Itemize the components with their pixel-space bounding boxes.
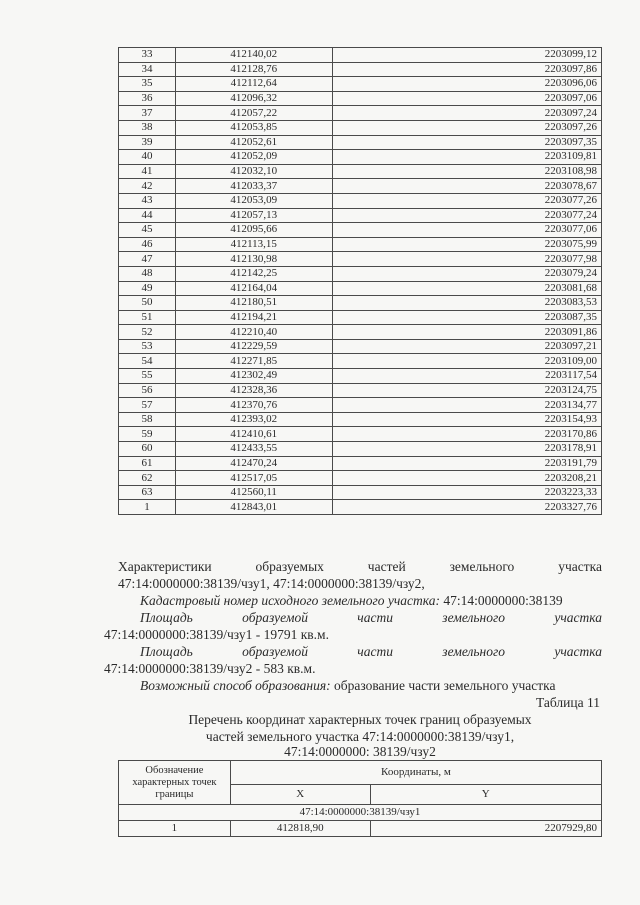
x-value: 412517,05: [175, 471, 332, 486]
x-value: 412057,13: [175, 208, 332, 223]
y-value: 2203081,68: [332, 281, 601, 296]
table-heading-line1: Перечень координат характерных точек границ образуемых: [188, 712, 532, 727]
table-row: [119, 471, 602, 486]
table-row: [119, 383, 602, 398]
point-number: 34: [119, 62, 176, 77]
y-value: 2203109,00: [332, 354, 601, 369]
x-value: 412271,85: [175, 354, 332, 369]
x-value: 412194,21: [175, 310, 332, 325]
x-value: 412210,40: [175, 325, 332, 340]
characteristics-word: земельного: [449, 559, 515, 574]
table-row: [119, 91, 602, 106]
point-number: 62: [119, 471, 176, 486]
y-value: 2203208,21: [332, 471, 601, 486]
x-value: 412052,61: [175, 135, 332, 150]
x-value: 412410,61: [175, 427, 332, 442]
y-value: 2203154,93: [332, 412, 601, 427]
table-row: [119, 412, 602, 427]
x-value: 412818,90: [230, 821, 370, 837]
point-number: 37: [119, 106, 176, 121]
table-row: [119, 106, 602, 121]
characteristics-line: [118, 558, 602, 575]
table-row: [119, 223, 602, 238]
table-row: [119, 48, 602, 63]
area2-word: земельного: [442, 644, 505, 659]
y-value: 2203077,98: [332, 252, 601, 267]
point-number: 1: [119, 500, 176, 515]
characteristics-word: частей: [367, 559, 406, 574]
table-row: [119, 354, 602, 369]
table-row: [119, 120, 602, 135]
characteristics-parcels: 47:14:0000000:38139/чзу1, 47:14:0000000:38139/чзу2,: [118, 576, 425, 591]
table-row: [119, 500, 602, 515]
point-number: 56: [119, 383, 176, 398]
area1-word: земельного: [442, 610, 505, 625]
cadastral-value: 47:14:0000000:38139: [440, 593, 563, 608]
table-row: [119, 325, 602, 340]
x-value: 412053,09: [175, 193, 332, 208]
table-row: [119, 281, 602, 296]
table-row: [119, 150, 602, 165]
x-value: 412113,15: [175, 237, 332, 252]
table-row: [119, 310, 602, 325]
y-value: 2203327,76: [332, 500, 601, 515]
y-value: 2203097,21: [332, 339, 601, 354]
x-value: 412843,01: [175, 500, 332, 515]
y-value: 2203134,77: [332, 398, 601, 413]
point-number: 57: [119, 398, 176, 413]
y-value: 2203124,75: [332, 383, 601, 398]
x-header: X: [230, 785, 370, 805]
point-number: 54: [119, 354, 176, 369]
area1-label-line: [140, 609, 602, 626]
x-value: 412302,49: [175, 369, 332, 384]
x-value: 412433,55: [175, 442, 332, 457]
x-value: 412370,76: [175, 398, 332, 413]
x-value: 412560,11: [175, 485, 332, 500]
area1-word: участка: [554, 610, 602, 625]
x-value: 412128,76: [175, 62, 332, 77]
area2-word: части: [357, 644, 393, 659]
area2-value: 47:14:0000000:38139/чзу2 - 583 кв.м.: [104, 661, 316, 676]
x-value: 412032,10: [175, 164, 332, 179]
point-number: 49: [119, 281, 176, 296]
y-value: 2203108,98: [332, 164, 601, 179]
point-number: 42: [119, 179, 176, 194]
y-value: 2203077,24: [332, 208, 601, 223]
x-value: 412140,02: [175, 48, 332, 63]
table-row: [119, 193, 602, 208]
table-row: [119, 369, 602, 384]
cadastral-number-line: [140, 592, 563, 609]
point-number: 60: [119, 442, 176, 457]
x-value: 412052,09: [175, 150, 332, 165]
y-value: 2203075,99: [332, 237, 601, 252]
characteristics-word: Характеристики: [118, 559, 212, 574]
x-value: 412393,02: [175, 412, 332, 427]
point-number: 40: [119, 150, 176, 165]
point-number: 63: [119, 485, 176, 500]
y-value: 2203083,53: [332, 296, 601, 311]
cadastral-label: Кадастровый номер исходного земельного участка:: [140, 593, 440, 608]
point-number: 35: [119, 77, 176, 92]
area1-value: 47:14:0000000:38139/чзу1 - 19791 кв.м.: [104, 627, 329, 642]
formation-method-line: [140, 677, 555, 694]
point-number: 41: [119, 164, 176, 179]
y-value: 2203087,35: [332, 310, 601, 325]
y-value: 2203117,54: [332, 369, 601, 384]
table-row: [119, 485, 602, 500]
y-value: 2203191,79: [332, 456, 601, 471]
y-value: 2203097,24: [332, 106, 601, 121]
y-value: 2203096,06: [332, 77, 601, 92]
y-value: 2203097,26: [332, 120, 601, 135]
point-number: 47: [119, 252, 176, 267]
y-value: 2203223,33: [332, 485, 601, 500]
boundary-points-table: [118, 760, 602, 837]
table-row: [119, 77, 602, 92]
table-row: [119, 296, 602, 311]
coordinates-header: Координаты, м: [230, 761, 601, 785]
point-number: 61: [119, 456, 176, 471]
y-header: Y: [370, 785, 601, 805]
table-number: Таблица 11: [536, 695, 600, 710]
area1-word: Площадь: [140, 610, 193, 625]
point-number: 33: [119, 48, 176, 63]
y-value: 2203109,81: [332, 150, 601, 165]
y-value: 2203078,67: [332, 179, 601, 194]
method-label: Возможный способ образования:: [140, 678, 331, 693]
x-value: 412180,51: [175, 296, 332, 311]
y-value: 2203097,35: [332, 135, 601, 150]
table-row: [119, 442, 602, 457]
table-row: [119, 427, 602, 442]
point-number: 59: [119, 427, 176, 442]
point-designation-header: Обозначение характерных точек границы: [119, 761, 231, 805]
point-number: 38: [119, 120, 176, 135]
area2-label-line: [140, 643, 602, 660]
table-row: [119, 456, 602, 471]
x-value: 412053,85: [175, 120, 332, 135]
point-number: 58: [119, 412, 176, 427]
table-row: [119, 135, 602, 150]
method-value: образование части земельного участка: [330, 678, 556, 693]
point-number: 46: [119, 237, 176, 252]
y-value: 2203077,26: [332, 193, 601, 208]
characteristics-word: образуемых: [255, 559, 324, 574]
x-value: 412142,25: [175, 266, 332, 281]
x-value: 412057,22: [175, 106, 332, 121]
point-number: 50: [119, 296, 176, 311]
point-number: 52: [119, 325, 176, 340]
area2-word: участка: [554, 644, 602, 659]
table-row: [119, 164, 602, 179]
x-value: 412328,36: [175, 383, 332, 398]
area1-word: образуемой: [242, 610, 308, 625]
area2-word: Площадь: [140, 644, 193, 659]
y-value: 2203097,86: [332, 62, 601, 77]
characteristics-word: участка: [558, 559, 602, 574]
area2-word: образуемой: [242, 644, 308, 659]
point-number: 53: [119, 339, 176, 354]
x-value: 412164,04: [175, 281, 332, 296]
x-value: 412033,37: [175, 179, 332, 194]
coordinate-table: [118, 47, 602, 515]
table-row: [119, 339, 602, 354]
x-value: 412095,66: [175, 223, 332, 238]
x-value: 412112,64: [175, 77, 332, 92]
y-value: 2207929,80: [370, 821, 601, 837]
x-value: 412470,24: [175, 456, 332, 471]
y-value: 2203079,24: [332, 266, 601, 281]
table-row: [119, 179, 602, 194]
y-value: 2203178,91: [332, 442, 601, 457]
point-number: 45: [119, 223, 176, 238]
table-heading-line2: частей земельного участка 47:14:0000000:38139/чзу1,: [205, 729, 515, 744]
x-value: 412130,98: [175, 252, 332, 267]
table-row: [119, 821, 602, 837]
y-value: 2203097,06: [332, 91, 601, 106]
table-row: [119, 62, 602, 77]
table-row: [119, 208, 602, 223]
point-number: 55: [119, 369, 176, 384]
table-row: [119, 266, 602, 281]
x-value: 412096,32: [175, 91, 332, 106]
point-number: 1: [119, 821, 231, 837]
point-number: 39: [119, 135, 176, 150]
y-value: 2203077,06: [332, 223, 601, 238]
table-row: [119, 252, 602, 267]
table-heading-line3: 47:14:0000000: 38139/чзу2: [284, 744, 436, 759]
point-number: 43: [119, 193, 176, 208]
y-value: 2203091,86: [332, 325, 601, 340]
point-number: 36: [119, 91, 176, 106]
x-value: 412229,59: [175, 339, 332, 354]
point-number: 48: [119, 266, 176, 281]
area1-word: части: [357, 610, 393, 625]
point-number: 44: [119, 208, 176, 223]
y-value: 2203170,86: [332, 427, 601, 442]
parcel-section-label: 47:14:0000000:38139/чзу1: [119, 805, 602, 821]
y-value: 2203099,12: [332, 48, 601, 63]
table-row: [119, 398, 602, 413]
point-number: 51: [119, 310, 176, 325]
table-row: [119, 237, 602, 252]
